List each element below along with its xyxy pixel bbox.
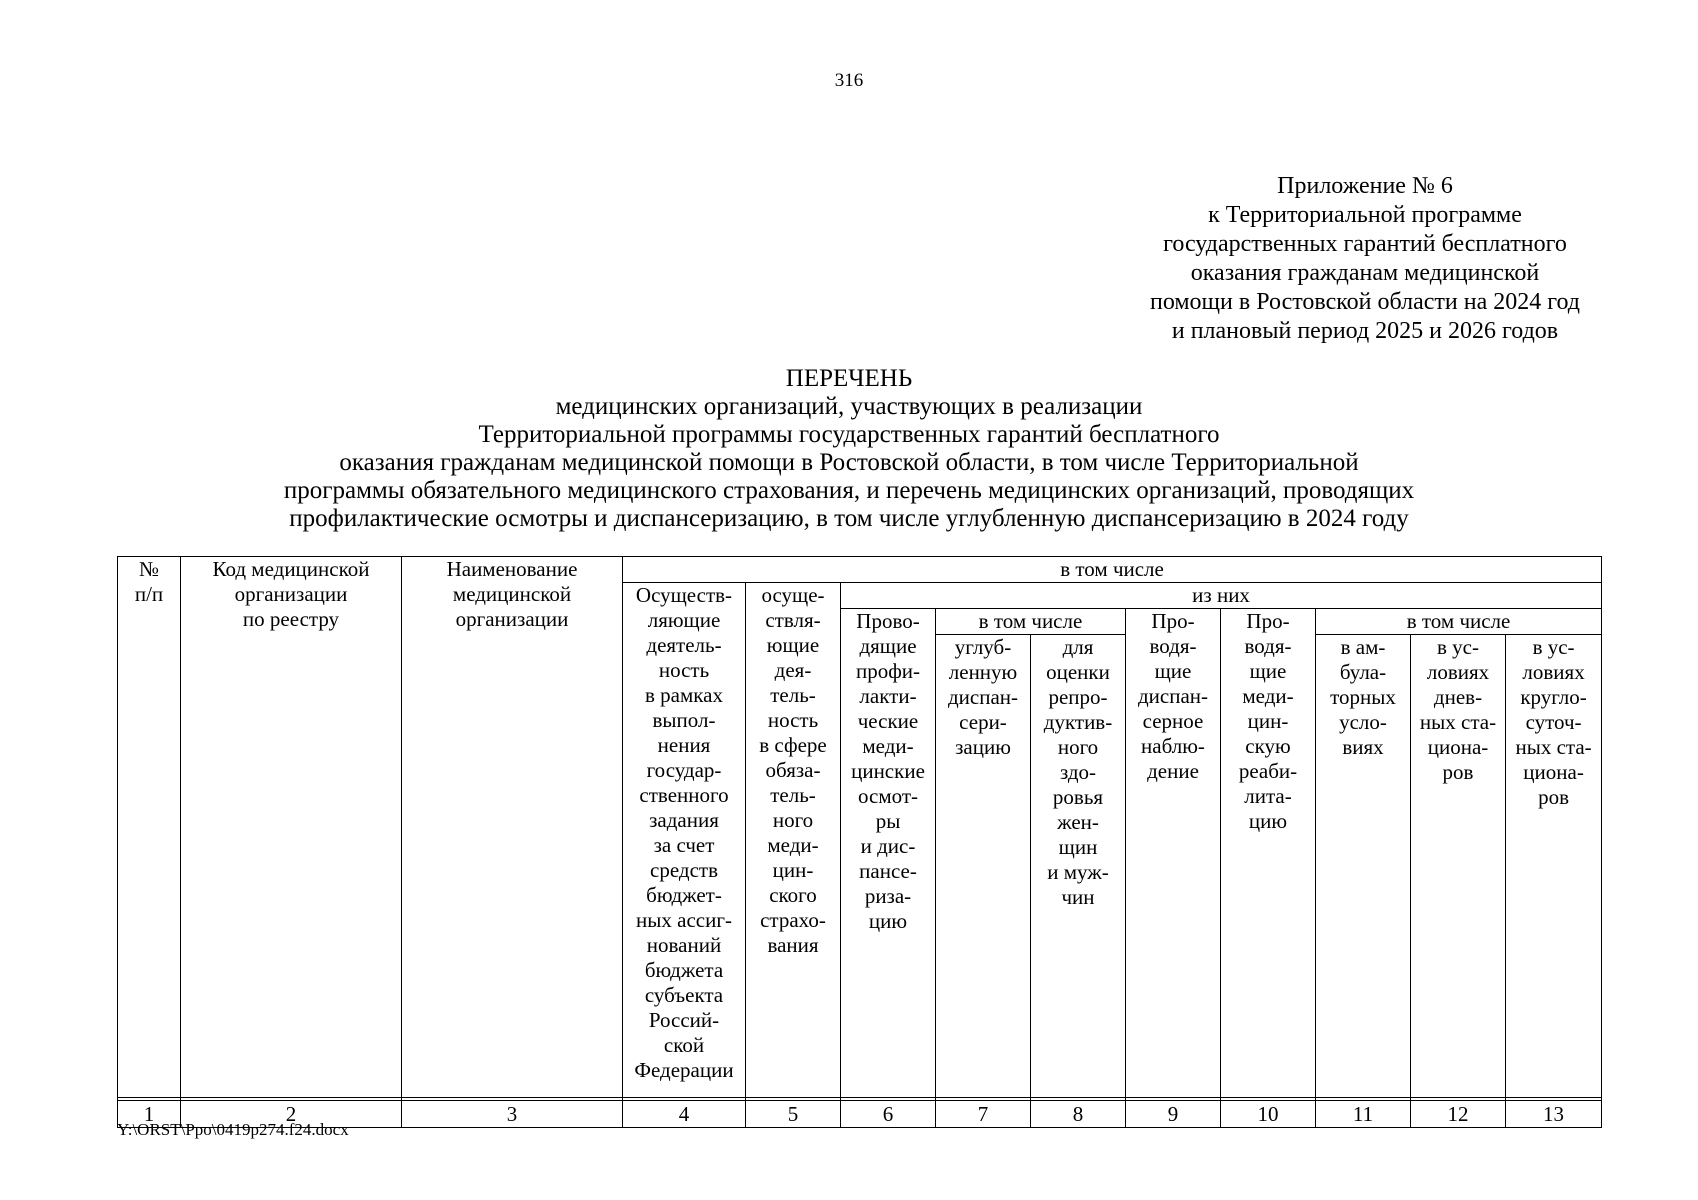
- header-including-prof: в том числе: [936, 609, 1126, 635]
- footer-file-path: Y:\ORST\Ppo\0419p274.f24.docx: [117, 1120, 349, 1139]
- column-number: 10: [1221, 1101, 1316, 1128]
- column-number: 5: [746, 1101, 841, 1128]
- appendix-line: оказания гражданам медицинской: [1190, 260, 1540, 286]
- title-line: профилактические осмотры и диспансеризацию, в том числе углубленную диспансеризацию в 2024 году: [289, 505, 1409, 532]
- header-including: в том числе: [623, 557, 1602, 583]
- column-number: 12: [1411, 1101, 1506, 1128]
- appendix-line: государственных гарантий бесплатного: [1163, 231, 1567, 257]
- header-day-hospital: в ус- ловиях днев- ных ста- циона- ров: [1411, 635, 1506, 1098]
- appendix-block: [1060, 172, 1670, 346]
- header-deep-disp: углуб- ленную диспан- сери- зацию: [936, 635, 1031, 1098]
- column-number: 4: [623, 1101, 746, 1128]
- title-line: Территориальной программы государственных гарантий бесплатного: [478, 421, 1220, 448]
- column-number: 7: [936, 1101, 1031, 1128]
- title-line: оказания гражданам медицинской помощи в Ростовской области, в том числе Территориальной: [339, 449, 1359, 476]
- title-heading: ПЕРЕЧЕНЬ: [785, 365, 913, 392]
- page-number: 316: [834, 70, 864, 91]
- appendix-line: и плановый период 2025 и 2026 годов: [1171, 318, 1559, 344]
- header-oms: осуще- ствля- ющие дея- тель- ность в сфере обяза- тель- ного меди- цин- ского страхо- вания: [746, 583, 841, 1098]
- column-number: 11: [1316, 1101, 1411, 1128]
- column-number: 2: [181, 1101, 402, 1128]
- header-prof-exams: Прово- дящие профи- лакти- ческие меди- цинские осмот- ры и дис- пансе- риза- цию: [841, 609, 936, 1098]
- header-state-task: Осуществ- ляющие деятель- ность в рамках выпол- нения государ- ственного задания за счет средств бюджет- ных ассиг- нований бюджета субъекта Россий- ской Федерации: [623, 583, 746, 1098]
- header-code: Код медицинской организации по реестру: [181, 557, 402, 1098]
- title-line: программы обязательного медицинского страхования, и перечень медицинских организаций, проводящих: [283, 477, 1415, 504]
- column-number: 1: [118, 1101, 181, 1128]
- document-title: [0, 365, 1698, 533]
- column-number: 3: [402, 1101, 623, 1128]
- title-line: медицинских организаций, участвующих в реализации: [555, 393, 1143, 420]
- header-of-them: из них: [841, 583, 1602, 609]
- appendix-line: Приложение № 6: [1277, 173, 1453, 199]
- header-repro-health: для оценки репро- дуктив- ного здо- ровья жен- щин и муж- чин: [1031, 635, 1126, 1098]
- header-name: Наименование медицинской организации: [402, 557, 623, 1098]
- header-rehab: Про- водя- щие меди- цин- скую реаби- лита- цию: [1221, 609, 1316, 1098]
- header-round-clock: в ус- ловиях кругло- суточ- ных ста- циона- ров: [1506, 635, 1602, 1098]
- column-number: 13: [1506, 1101, 1602, 1128]
- organizations-table: [117, 556, 1602, 1128]
- appendix-line: к Территориальной программе: [1208, 202, 1522, 228]
- header-num: № п/п: [118, 557, 181, 1098]
- header-including-rehab: в том числе: [1316, 609, 1602, 635]
- column-number: 8: [1031, 1101, 1126, 1128]
- appendix-line: помощи в Ростовской области на 2024 год: [1149, 289, 1581, 315]
- column-number: 6: [841, 1101, 936, 1128]
- column-number: 9: [1126, 1101, 1221, 1128]
- header-disp-observation: Про- водя- щие диспан- серное наблю- дение: [1126, 609, 1221, 1098]
- header-outpatient: в ам- була- торных усло- виях: [1316, 635, 1411, 1098]
